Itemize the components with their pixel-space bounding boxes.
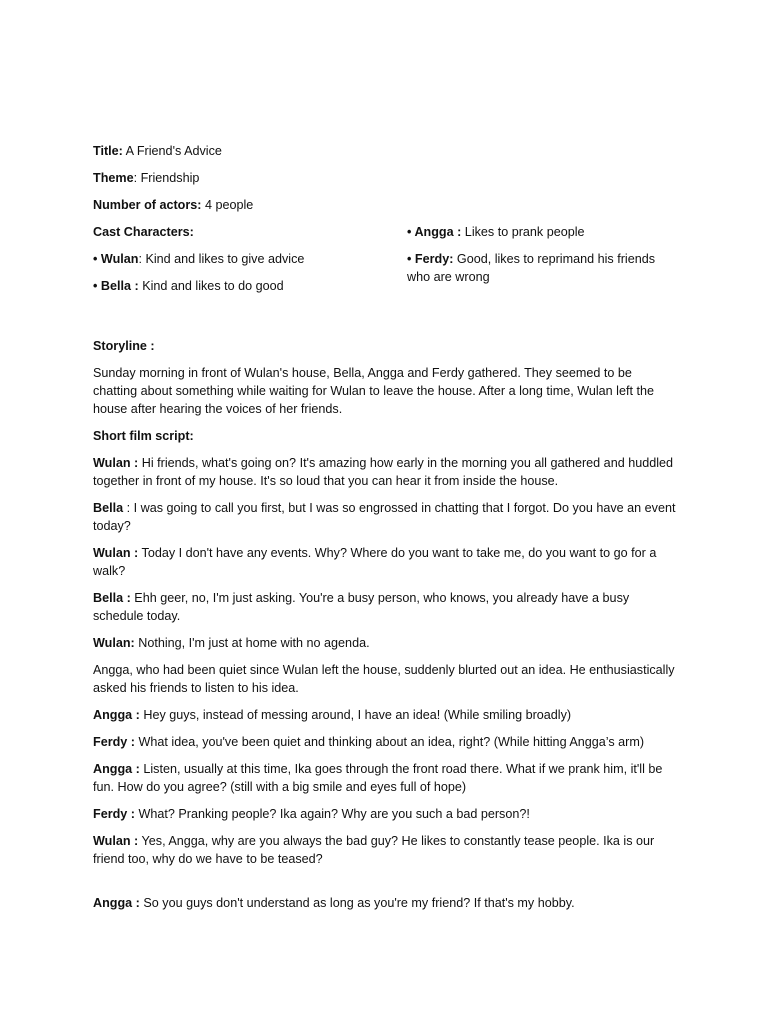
cast-desc: Kind and likes to do good bbox=[138, 279, 284, 293]
speaker: Angga : bbox=[93, 708, 140, 722]
dialogue-line bbox=[93, 805, 678, 823]
speaker: Ferdy : bbox=[93, 807, 135, 821]
dialogue-line bbox=[93, 760, 678, 796]
cast-item-ferdy bbox=[407, 250, 677, 286]
speaker: Angga : bbox=[93, 762, 140, 776]
dialogue-line bbox=[93, 706, 678, 724]
cast-sep: : bbox=[138, 252, 142, 266]
title-line bbox=[93, 142, 678, 160]
speaker: Bella bbox=[93, 501, 124, 515]
cast-name: • Ferdy: bbox=[407, 252, 454, 266]
cast-item-bella bbox=[93, 277, 393, 295]
cast-desc: Good, likes to reprimand his friends who are wrong bbox=[407, 252, 655, 284]
speaker: Wulan : bbox=[93, 456, 139, 470]
speaker: Ferdy : bbox=[93, 735, 135, 749]
speaker: Angga : bbox=[93, 896, 140, 910]
dialogue-text: Hey guys, instead of messing around, I have an idea! (While smiling broadly) bbox=[139, 708, 572, 722]
actors-line bbox=[93, 196, 678, 214]
dialogue-text: What idea, you've been quiet and thinking about an idea, right? (While hitting Angga’s arm) bbox=[135, 735, 645, 749]
dialogue-text: Today I don't have any events. Why? Where do you want to take me, do you want to go for a walk? bbox=[93, 546, 657, 578]
theme-line bbox=[93, 169, 678, 187]
dialogue-line bbox=[93, 499, 678, 535]
dialogue-text: What? Pranking people? Ika again? Why are you such a bad person?! bbox=[135, 807, 530, 821]
speaker: Wulan: bbox=[93, 636, 135, 650]
dialogue-text: So you guys don't understand as long as you're my friend? If that's my hobby. bbox=[139, 896, 575, 910]
cast-label: Cast Characters: bbox=[93, 225, 194, 239]
speaker: Wulan : bbox=[93, 546, 139, 560]
title-label: Title: bbox=[93, 144, 123, 158]
dialogue-line bbox=[93, 733, 678, 751]
actors-value: 4 people bbox=[201, 198, 254, 212]
dialogue-line bbox=[93, 832, 678, 868]
final-dialogue-line bbox=[93, 894, 678, 912]
cast-desc: Likes to prank people bbox=[461, 225, 585, 239]
cast-item-wulan bbox=[93, 250, 393, 268]
speaker: Bella : bbox=[93, 591, 131, 605]
dialogue-text: : I was going to call you first, but I was so engrossed in chatting that I forgot. Do you have an event today? bbox=[93, 501, 676, 533]
script-label: Short film script: bbox=[93, 429, 194, 443]
narration-text: Angga, who had been quiet since Wulan left the house, suddenly blurted out an idea. He enthusiastically asked his friends to listen to his idea. bbox=[93, 663, 675, 695]
cast-item-angga bbox=[407, 223, 677, 241]
cast-column-left bbox=[93, 250, 393, 304]
dialogue-text: Nothing, I'm just at home with no agenda. bbox=[134, 636, 370, 650]
title-value: A Friend's Advice bbox=[122, 144, 222, 158]
dialogue-line bbox=[93, 634, 678, 652]
dialogue-text: Hi friends, what's going on? It's amazing how early in the morning you all gathered and huddled together in front of my house. It's so loud that you can hear it from inside the house. bbox=[93, 456, 674, 488]
dialogue-text: Ehh geer, no, I'm just asking. You're a busy person, who knows, you already have a busy schedule today. bbox=[93, 591, 630, 623]
dialogue-line bbox=[93, 544, 678, 580]
cast-name: • Angga : bbox=[407, 225, 462, 239]
theme-value: : Friendship bbox=[133, 171, 200, 185]
narration-line bbox=[93, 661, 678, 697]
cast-name: • Wulan bbox=[93, 252, 139, 266]
dialogue-text: Listen, usually at this time, Ika goes through the front road there. What if we prank him, it'll be fun. How do you agree? (still with a big smile and eyes full of hope) bbox=[93, 762, 663, 794]
theme-label: Theme bbox=[93, 171, 134, 185]
script-heading bbox=[93, 427, 678, 445]
cast-name: • Bella : bbox=[93, 279, 139, 293]
speaker: Wulan : bbox=[93, 834, 139, 848]
dialogue-line bbox=[93, 454, 678, 490]
dialogue-text: Yes, Angga, why are you always the bad guy? He likes to constantly tease people. Ika is our friend too, why do we have to be teased? bbox=[93, 834, 655, 866]
storyline-label: Storyline : bbox=[93, 339, 155, 353]
cast-column-right bbox=[407, 223, 677, 295]
dialogue-line bbox=[93, 589, 678, 625]
cast-desc: Kind and likes to give advice bbox=[141, 252, 305, 266]
storyline-text: Sunday morning in front of Wulan's house, Bella, Angga and Ferdy gathered. They seemed to be chatting about something while waiting for Wulan to leave the house. After a long time, Wulan left the house after hearing the voices of her friends. bbox=[93, 366, 654, 416]
actors-label: Number of actors: bbox=[93, 198, 202, 212]
storyline-heading bbox=[93, 337, 678, 355]
document-page bbox=[93, 142, 678, 921]
